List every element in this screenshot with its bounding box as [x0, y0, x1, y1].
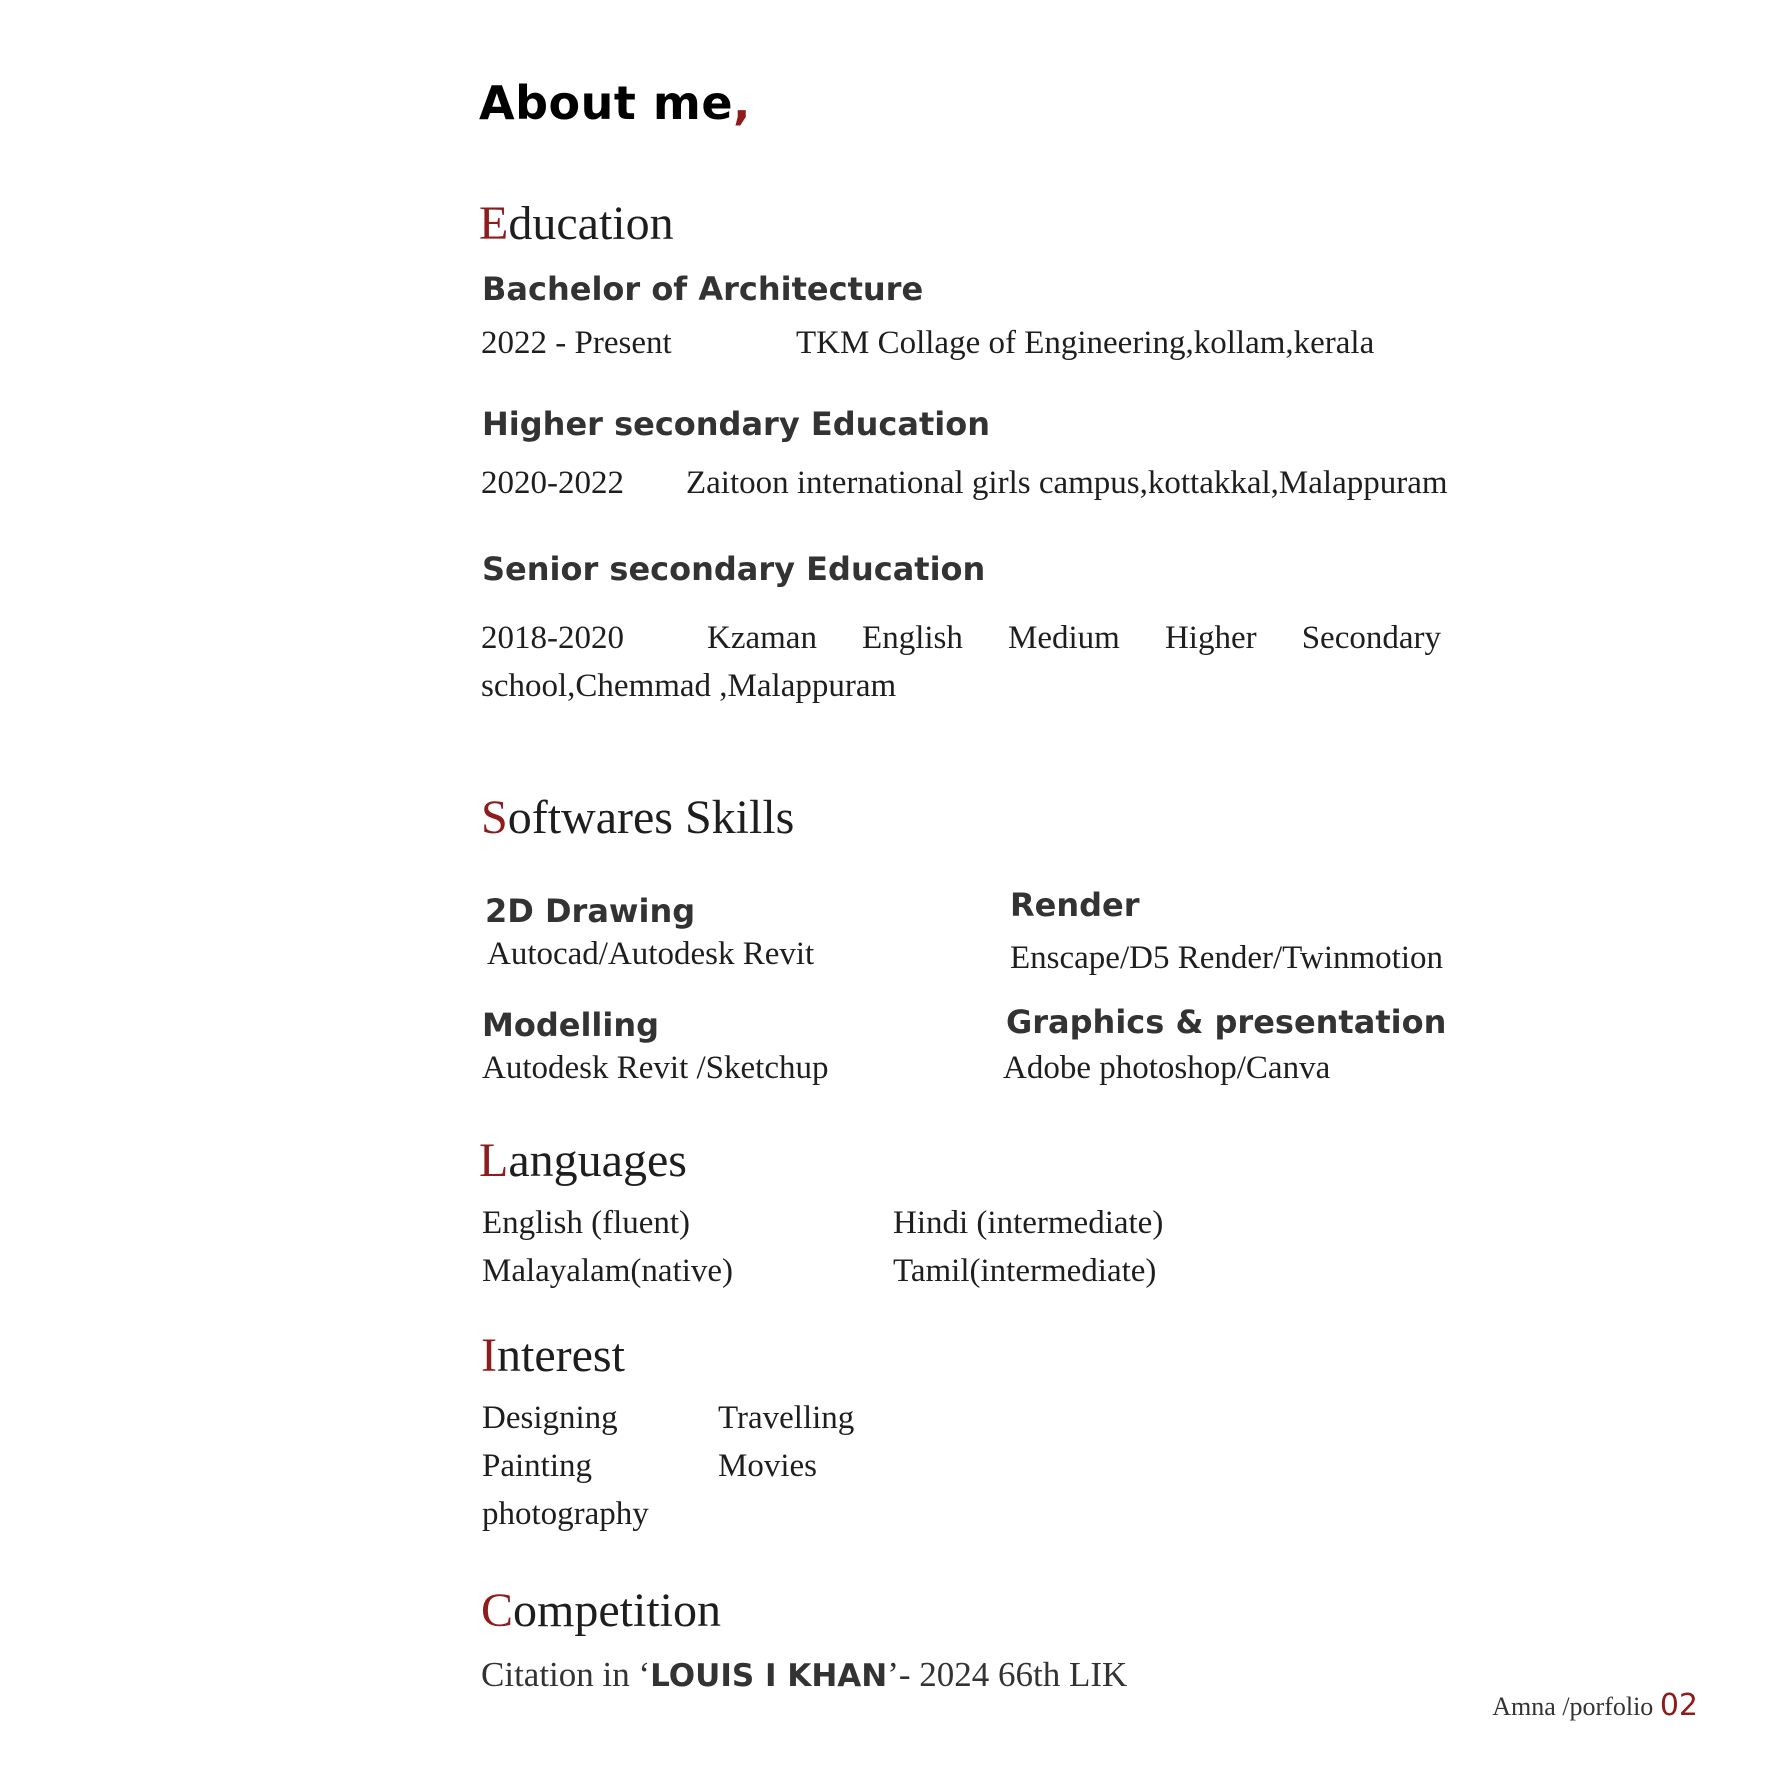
page-title [479, 76, 751, 130]
interest-item: photography [482, 1496, 649, 1532]
education-heading-rest: ducation [508, 197, 674, 250]
education-heading [479, 196, 674, 251]
education-degree-2: Higher secondary Education [482, 405, 990, 443]
education-institution-1: TKM Collage of Engineering,kollam,kerala [796, 325, 1375, 361]
language-item: Malayalam(native) [482, 1253, 734, 1289]
interest-heading-initial: I [481, 1329, 497, 1382]
education-degree-3: Senior secondary Education [482, 550, 986, 588]
interest-item: Painting [482, 1448, 593, 1484]
education-years-3: 2018-2020 [481, 620, 624, 656]
education-entry-3 [481, 614, 1441, 710]
language-item: Tamil(intermediate) [893, 1253, 1157, 1289]
education-years-1: 2022 - Present [481, 325, 672, 361]
education-institution-2: Zaitoon international girls campus,kottakkal,Malappuram [686, 465, 1448, 501]
skill-group-label: Graphics & presentation [1006, 1003, 1447, 1041]
competition-name: LOUIS I KHAN [650, 1658, 888, 1694]
interest-item: Movies [718, 1448, 817, 1484]
skill-group-tools: Autocad/Autodesk Revit [487, 936, 815, 972]
competition-prefix: Citation in ‘ [481, 1655, 651, 1694]
languages-heading [479, 1133, 687, 1188]
interest-item: Travelling [718, 1400, 855, 1436]
page-number: 02 [1659, 1688, 1698, 1723]
language-item: English (fluent) [482, 1205, 691, 1241]
software-heading-initial: S [481, 791, 508, 844]
software-heading [481, 790, 794, 845]
education-heading-initial: E [479, 197, 509, 250]
page-footer [1492, 1688, 1698, 1723]
interest-heading-rest: nterest [496, 1329, 625, 1382]
language-item: Hindi (intermediate) [893, 1205, 1164, 1241]
skill-group-label: 2D Drawing [485, 892, 696, 930]
skill-group-tools: Adobe photoshop/Canva [1003, 1050, 1331, 1086]
languages-heading-rest: anguages [508, 1134, 687, 1187]
competition-suffix: ’- 2024 66th LIK [887, 1655, 1128, 1694]
interest-item: Designing [482, 1400, 618, 1436]
footer-label: Amna /porfolio [1492, 1692, 1654, 1721]
interest-heading [481, 1328, 625, 1383]
education-degree-1: Bachelor of Architecture [482, 270, 924, 308]
languages-heading-initial: L [479, 1134, 509, 1187]
education-years-2: 2020-2022 [481, 465, 624, 501]
education-institution-3: Kzaman English Medium Higher Secondary school,Chemmad ,Malappuram [481, 620, 1441, 704]
competition-citation [481, 1655, 1127, 1695]
software-heading-rest: oftwares Skills [507, 791, 795, 844]
competition-heading-rest: ompetition [513, 1584, 721, 1637]
skill-group-tools: Autodesk Revit /Sketchup [482, 1050, 829, 1086]
competition-heading-initial: C [481, 1584, 514, 1637]
skill-group-label: Modelling [482, 1006, 660, 1044]
page-title-text: About me [479, 76, 734, 130]
skill-group-label: Render [1010, 886, 1140, 924]
page-title-comma: , [733, 76, 751, 130]
skill-group-tools: Enscape/D5 Render/Twinmotion [1010, 940, 1444, 976]
competition-heading [481, 1583, 721, 1638]
